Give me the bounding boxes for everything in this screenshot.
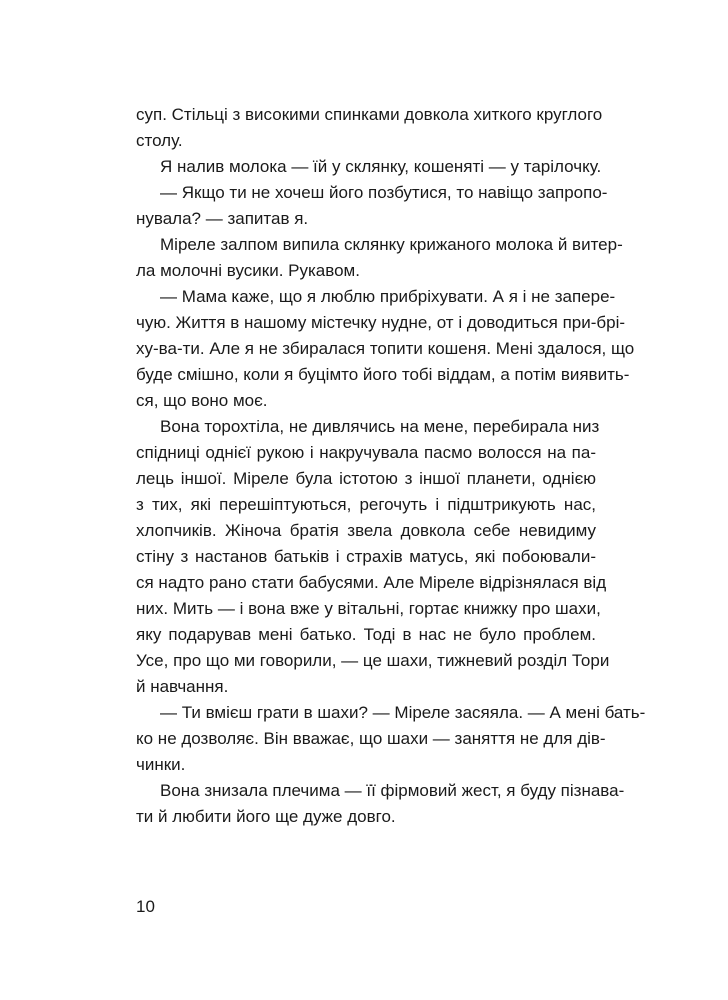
text-line: нувала? — запитав я.	[136, 209, 309, 228]
text-line: — Ти вмієш грати в шахи? — Міреле засяяла. — А мені бать-	[160, 703, 646, 722]
text-line: з тих, які перешіптуються, регочуть і підштрикують нас,	[136, 495, 596, 514]
text-line: лець іншої. Міреле була істотою з іншої планети, однією	[136, 469, 596, 488]
text-line: буде смішно, коли я буцімто його тобі віддам, а потім виявить-	[136, 365, 630, 384]
text-line: й навчання.	[136, 677, 229, 696]
text-line: яку подарував мені батько. Тоді в нас не було проблем.	[136, 625, 596, 644]
text-line: ся надто рано стати бабусями. Але Міреле відрізнялася від	[136, 573, 607, 592]
text-line: Вона знизала плечима — її фірмовий жест, я буду пізнава-	[160, 781, 625, 800]
page-number: 10	[136, 897, 155, 916]
text-line: Вона торохтіла, не дивлячись на мене, перебирала низ	[160, 417, 600, 436]
text-line: ко не дозволяє. Він вважає, що шахи — заняття не для дів-	[136, 729, 606, 748]
text-line: чую. Життя в нашому містечку нудне, от і доводиться при-брі-	[136, 313, 626, 332]
text-line: суп. Стільці з високими спинками довкола хиткого круглого	[136, 105, 603, 124]
text-line: чинки.	[136, 755, 186, 774]
text-line: — Мама каже, що я люблю прибріхувати. А я і не запере-	[160, 287, 616, 306]
text-line: Міреле залпом випила склянку крижаного молока й витер-	[160, 235, 623, 254]
text-line: — Якщо ти не хочеш його позбутися, то навіщо запропо-	[160, 183, 608, 202]
text-line: спідниці однієї рукою і накручувала пасмо волосся на па-	[136, 443, 596, 462]
text-line: Я налив молока — їй у склянку, кошеняті — у тарілочку.	[160, 157, 602, 176]
text-line: ла молочні вусики. Рукавом.	[136, 261, 360, 280]
text-line: ху-ва-ти. Але я не збиралася топити кошеня. Мені здалося, що	[136, 339, 635, 358]
text-line: хлопчиків. Жіноча братія звела довкола себе невидиму	[136, 521, 596, 540]
text-line: Усе, про що ми говорили, — це шахи, тижневий розділ Тори	[136, 651, 610, 670]
text-line: столу.	[136, 131, 183, 150]
text-line: стіну з настанов батьків і страхів матусь, які побоювали-	[136, 547, 596, 566]
text-line: них. Мить — і вона вже у вітальні, гортає книжку про шахи,	[136, 599, 601, 618]
text-line: ся, що воно моє.	[136, 391, 268, 410]
text-line: ти й любити його ще дуже довго.	[136, 807, 396, 826]
